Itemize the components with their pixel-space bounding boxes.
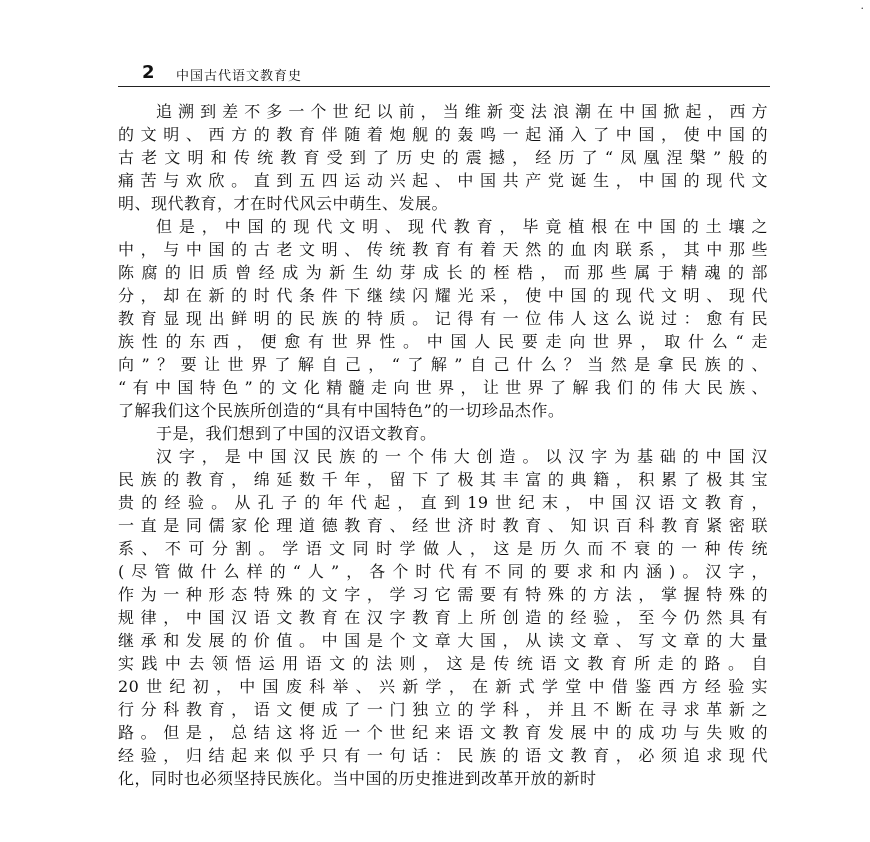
paragraph bbox=[118, 422, 768, 445]
corner-mark: · bbox=[860, 2, 864, 15]
text-line: 族性的东西，便愈有世界性。中国人民要走向世界，取什么“走 bbox=[118, 332, 768, 351]
header-rule bbox=[118, 86, 770, 87]
text-line: 化，同时也必须坚持民族化。当中国的历史推进到改革开放的新时 bbox=[118, 769, 597, 788]
text-line: 古老文明和传统教育受到了历史的震撼，经历了“凤凰涅槃”般的 bbox=[118, 148, 768, 167]
body-text bbox=[118, 100, 768, 790]
text-line: 汉字，是中国汉民族的一个伟大创造。以汉字为基础的中国汉 bbox=[156, 447, 768, 466]
text-line: 规律，中国汉语文教育在汉字教育上所创造的经验，至今仍然具有 bbox=[118, 608, 768, 627]
paragraph bbox=[118, 445, 768, 790]
paragraph bbox=[118, 100, 768, 215]
text-line: 痛苦与欢欣。直到五四运动兴起、中国共产党诞生，中国的现代文 bbox=[118, 171, 768, 190]
text-line: 分，却在新的时代条件下继续闪耀光采，使中国的现代文明、现代 bbox=[118, 286, 768, 305]
text-line: 陈腐的旧质曾经成为新生幼芽成长的桎梏，而那些属于精魂的部 bbox=[118, 263, 768, 282]
text-line: 行分科教育，语文便成了一门独立的学科，并且不断在寻求革新之 bbox=[118, 700, 768, 719]
text-line: 贵的经验。从孔子的年代起，直到19世纪末，中国汉语文教育， bbox=[118, 493, 768, 512]
text-line: 中，与中国的古老文明、传统教育有着天然的血肉联系，其中那些 bbox=[118, 240, 768, 259]
text-line: 于是，我们想到了中国的汉语文教育。 bbox=[156, 424, 437, 443]
text-line: 向”？要让世界了解自己，“了解”自己什么？当然是拿民族的、 bbox=[118, 355, 768, 374]
text-line: “有中国特色”的文化精髓走向世界，让世界了解我们的伟大民族、 bbox=[118, 378, 768, 397]
text-line: (尽管做什么样的“人”，各个时代有不同的要求和内涵)。汉字， bbox=[118, 562, 768, 581]
text-line: 明、现代教育，才在时代风云中萌生、发展。 bbox=[118, 194, 449, 213]
text-line: 20世纪初，中国废科举、兴新学，在新式学堂中借鉴西方经验实 bbox=[118, 677, 768, 696]
text-line: 了解我们这个民族所创造的“具有中国特色”的一切珍品杰作。 bbox=[118, 401, 565, 420]
text-line: 教育显现出鲜明的民族的特质。记得有一位伟人这么说过：愈有民 bbox=[118, 309, 768, 328]
text-line: 路。但是，总结这将近一个世纪来语文教育发展中的成功与失败的 bbox=[118, 723, 768, 742]
book-title: 中国古代语文教育史 bbox=[176, 69, 303, 84]
text-line: 一直是同儒家伦理道德教育、经世济时教育、知识百科教育紧密联 bbox=[118, 516, 768, 535]
text-line: 民族的教育，绵延数千年，留下了极其丰富的典籍，积累了极其宝 bbox=[118, 470, 768, 489]
text-line: 实践中去领悟运用语文的法则，这是传统语文教育所走的路。自 bbox=[118, 654, 768, 673]
text-line: 经验，归结起来似乎只有一句话：民族的语文教育，必须追求现代 bbox=[118, 746, 768, 765]
text-line: 的文明、西方的教育伴随着炮舰的轰鸣一起涌入了中国，使中国的 bbox=[118, 125, 768, 144]
text-line: 继承和发展的价值。中国是个文章大国，从读文章、写文章的大量 bbox=[118, 631, 768, 650]
text-line: 系、不可分割。学语文同时学做人，这是历久而不衰的一种传统 bbox=[118, 539, 768, 558]
text-line: 追溯到差不多一个世纪以前，当维新变法浪潮在中国掀起，西方 bbox=[156, 102, 768, 121]
paragraph bbox=[118, 215, 768, 422]
page-number: 2 bbox=[142, 62, 155, 83]
text-line: 但是，中国的现代文明、现代教育，毕竟植根在中国的土壤之 bbox=[156, 217, 768, 236]
text-line: 作为一种形态特殊的文字，学习它需要有特殊的方法，掌握特殊的 bbox=[118, 585, 768, 604]
running-header bbox=[118, 62, 770, 88]
